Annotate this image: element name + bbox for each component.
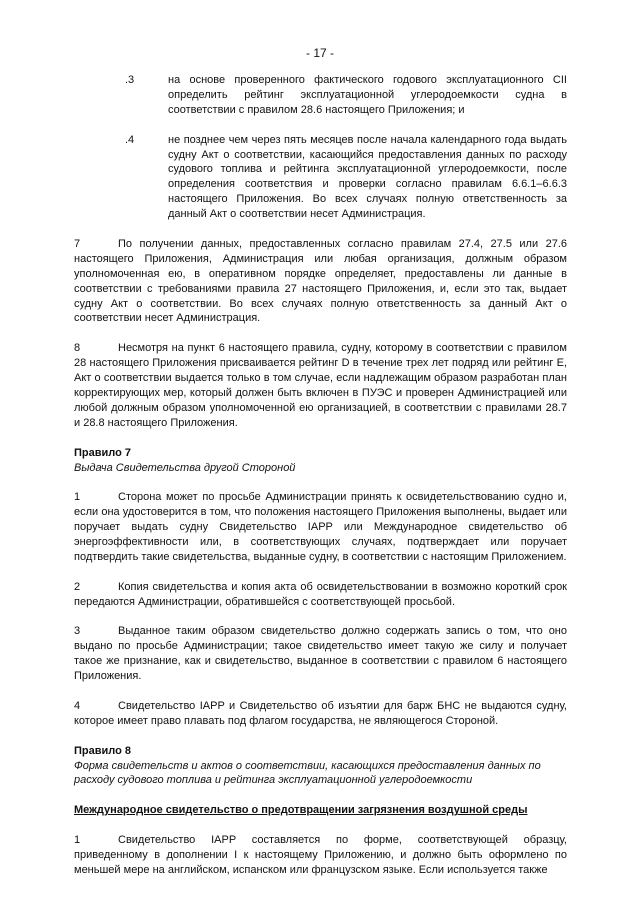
paragraph-number: 2 <box>74 580 81 593</box>
subitem-text: не позднее чем через пять месяцев после начала календарного года выдать судну Акт о соответствии, касающийся предоставления данных по расходу судового топлива и рейтинга эксплуатационной углеродоемкости, после определения соответствия и проверки согласно правилам 6.6.1–6.6.3 настоящего Приложения. Во всех случаях полную ответственность за данный Акт о соответствии несет Администрация. <box>168 133 567 221</box>
rule-8-paragraph-1 <box>74 833 567 878</box>
rule-7-title: Правило 7 <box>74 446 132 459</box>
paragraph-text: Копия свидетельства и копия акта об освидетельствовании в возможно короткий срок передаются Администрации, обратившейся с соответствующей просьбой. <box>74 580 567 608</box>
paragraph-text: Свидетельство IAPP и Свидетельство об изъятии для барж БНС не выдаются судну, которое имеет право плавать под флагом государства, не являющегося Стороной. <box>74 699 567 727</box>
paragraph-number: 8 <box>74 342 81 355</box>
paragraph-number: 1 <box>74 491 81 504</box>
page-content <box>74 73 567 893</box>
paragraph-8 <box>74 341 567 430</box>
paragraph-text: Несмотря на пункт 6 настоящего правила, судну, которому в соответствии с правилом 28 настоящего Приложения присваивается рейтинг D в течение трех лет подряд или рейтинг E, Акт о соответствии выдается только в том случае, если надлежащим образом разработан план корректирующих мер, который должен быть включен в ПУЭС и проверен Администрацией или любой должным образом уполномоченной ею организацией, в соответствии с правилами 28.7 и 28.8 настоящего Приложения. <box>74 342 567 429</box>
subitem-3 <box>74 73 567 118</box>
subitem-4 <box>74 133 567 222</box>
rule-7-paragraph-1 <box>74 490 567 565</box>
rule-8-subtitle: Форма свидетельств и актов о соответствии, касающихся предоставления данных по расходу судового топлива и рейтинга эксплуатационной углеродоемкости <box>74 759 541 787</box>
paragraph-text: Свидетельство IAPP составляется по форме, соответствующей образцу, приведенному в дополнении I к настоящему Приложению, и должно быть оформлено по меньшей мере на английском, испанском или французском языке. Если используется также <box>74 834 567 876</box>
paragraph-text: По получении данных, предоставленных согласно правилам 27.4, 27.5 или 27.6 настоящего Приложения, Администрация или любая организация, должным образом уполномоченная ею, в оперативном порядке определяет, предоставлены ли данные в соответствии с требованиями правила 27 настоящего Приложения, и, если это так, выдает судну Акт о соответствии. Во всех случаях полную ответственность за данный Акт о соответствии несет Администрация. <box>74 237 567 325</box>
rule-7-paragraph-3 <box>74 624 567 684</box>
rule-7-subtitle: Выдача Свидетельства другой Стороной <box>74 461 296 474</box>
rule-7-paragraph-2 <box>74 580 567 610</box>
rule-7-paragraph-4 <box>74 699 567 729</box>
paragraph-number: 3 <box>74 625 81 638</box>
rule-8-title: Правило 8 <box>74 744 132 757</box>
subitem-number: .3 <box>125 74 135 86</box>
paragraph-number: 7 <box>74 237 81 250</box>
paragraph-text: Выданное таким образом свидетельство должно содержать запись о том, что оно выдано по просьбе Администрации; такое свидетельство имеет такую же силу и получает такое же признание, как и свидетельство, выданное в соответствии с правилом 6 настоящего Приложения. <box>74 625 567 683</box>
section-heading: Международное свидетельство о предотвращении загрязнения воздушной среды <box>74 804 528 817</box>
subitem-text: на основе проверенного фактического годового эксплуатационного CII определить рейтинг эксплуатационной углеродоемкости судна в соответствии с правилом 28.6 настоящего Приложения; и <box>168 74 567 116</box>
paragraph-text: Сторона может по просьбе Администрации принять к освидетельствованию судно и, если она удостоверится в том, что положения настоящего Приложения выполнены, выдает или поручает выдать судну Свидетельство IAPP или Международное свидетельство об энергоэффективности или, в соответствующих случаях, подтверждает или поручает подтвердить такие свидетельства, выданные судну, в соответствии с настоящим Приложением. <box>74 491 567 563</box>
page-number: - 17 - <box>305 46 334 60</box>
paragraph-number: 1 <box>74 834 81 847</box>
paragraph-number: 4 <box>74 699 81 712</box>
paragraph-7 <box>74 237 567 326</box>
subitem-number: .4 <box>125 133 135 146</box>
